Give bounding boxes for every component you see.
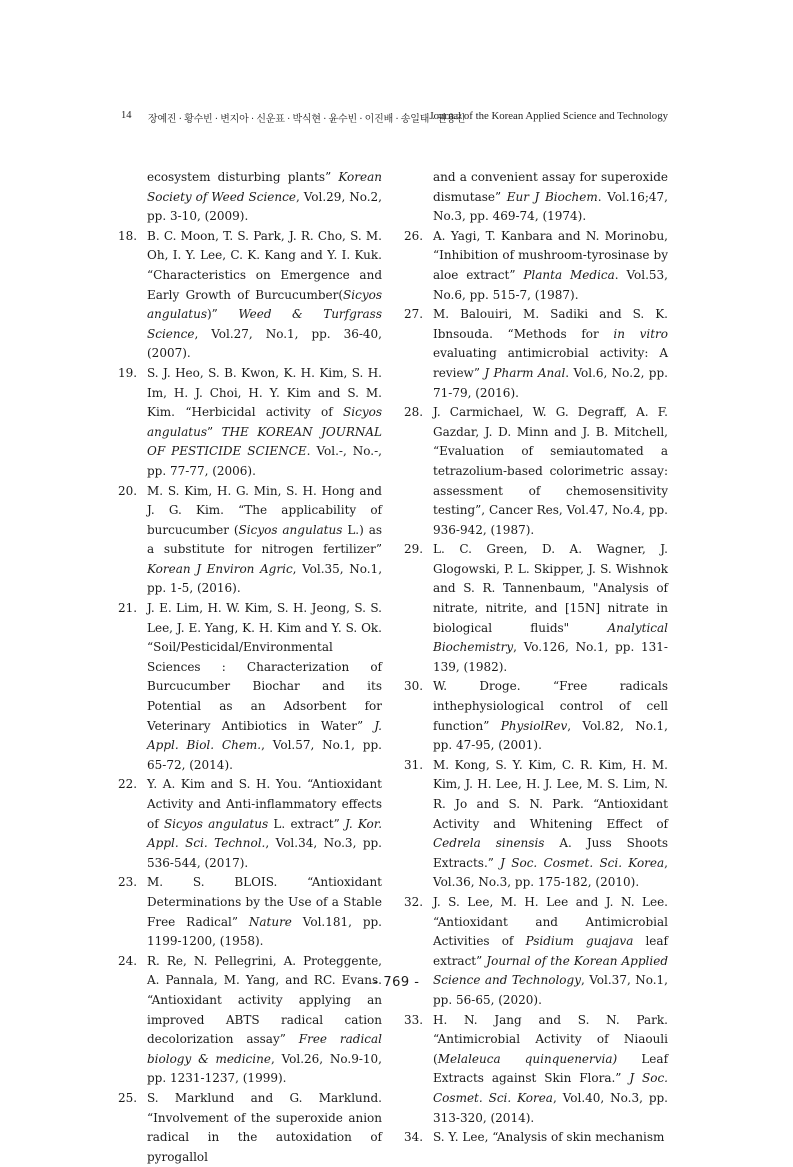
reference-italic-text: J. Appl. Biol. Chem. [147,718,382,753]
reference-text: Leaf Extracts against Skin Flora.” [433,1051,669,1086]
reference-italic-text: Sicyos angulatus [163,816,269,831]
reference-number: 22. [118,777,138,792]
reference-text: B. C. Moon, T. S. Park, J. R. Cho, S. M. Oh, I. Y. Lee, C. K. Kang and Y. I. Kuk. “Characteristics on Emergence and Early Growth of Burcucumber( [147,228,382,302]
reference-italic-text: in vitro [613,326,668,341]
reference-entry [118,873,382,951]
reference-number: 31. [404,757,424,772]
header-journal-title: Journal of the Korean Applied Science and Technology [429,110,668,122]
reference-text: leaf extract” [433,934,668,968]
reference-entry [404,305,668,403]
reference-entry [118,227,382,364]
reference-text: , Vol.36, No.3, pp. 175-182, (2010). [433,855,668,890]
reference-italic-text: Cedrela sinensis [433,836,545,851]
reference-text: S. J. Heo, S. B. Kwon, K. H. Kim, S. H. Im, H. J. Choi, H. Y. Kim and S. M. Kim. “Herbicidal activity of [147,365,382,420]
reference-text: W. Droge. “Free radicals inthephysiological control of cell function” [433,679,668,733]
reference-italic-text: Analytical Biochemistry [433,620,668,655]
reference-number: 20. [118,483,138,498]
reference-text: , Vol.35, No.1, pp. 1-5, (2016). [147,561,383,596]
reference-text: . Vol.53, No.6, pp. 515-7, (1987). [433,267,668,302]
reference-italic-text: J Soc. Cosmet. Sci. Korea [500,855,665,870]
reference-italic-text: Sicyos angulatus [147,405,382,439]
reference-number: 34. [404,1130,424,1145]
header-authors: 장예진 · 황수빈 · 변지아 · 신운표 · 박식현 · 윤수빈 · 이진배 · 송일태 · 권용진 [148,114,466,125]
reference-italic-text: Free radical biology & medicine [147,1032,383,1066]
reference-text: A. Yagi, T. Kanbara and N. Morinobu, “Inhibition of mushroom-tyrosinase by aloe extract” [433,228,668,282]
reference-text: ecosystem disturbing plants” [147,170,339,184]
reference-entry [404,756,668,893]
reference-text: H. N. Jang and S. N. Park. “Antimicrobial Activity of Niaouli ( [433,1012,668,1066]
header-page-number: 14 [121,110,132,121]
reference-text: and a convenient assay for superoxide dismutase” [433,170,668,204]
reference-italic-text: Sicyos angulatus [238,522,343,537]
reference-text: Vol.181, pp. 1199-1200, (1958). [147,914,382,949]
reference-entry [118,1089,382,1167]
reference-entry [433,168,668,227]
reference-italic-text: Sicyos angulatus [147,287,382,322]
reference-entry [404,1128,668,1148]
reference-text: J. E. Lim, H. W. Kim, S. H. Jeong, S. S. Lee, J. E. Yang, K. H. Kim and Y. S. Ok. “Soil/Pesticidal/Environmental Sciences : Characterization of Burcucumber Biochar and its Potential as an Adsorbent for Veterinary Antibiotics in Water” [147,601,382,733]
reference-italic-text: Korean J Environ Agric [147,561,293,576]
reference-italic-text: PhysiolRev [500,718,568,733]
reference-text: , Vol.34, No.3, pp. 536-544, (2017). [147,836,382,870]
reference-number: 30. [404,679,424,694]
reference-entry [404,677,668,755]
reference-text: L. extract” [268,816,345,831]
reference-number: 27. [404,307,424,322]
reference-text: S. Marklund and G. Marklund. “Involvement of the superoxide anion radical in the autoxidation of pyrogallol [147,1090,382,1164]
reference-italic-text: J Pharm Anal [484,365,566,380]
reference-text: , Vol.82, No.1, pp. 47-95, (2001). [433,718,668,753]
reference-entry [404,1011,669,1129]
reference-italic-text: Nature [248,914,292,929]
page-footer-number: - 769 - [373,975,420,990]
reference-text: , Vol.40, No.3, pp. 313-320, (2014). [433,1090,668,1125]
reference-entry [404,893,669,1011]
reference-italic-text: Korean Society of Weed Science [147,170,382,204]
reference-italic-text: Melaleuca quinquenervia) [437,1051,618,1066]
reference-number: 19. [118,365,138,380]
reference-text: ” [207,424,222,439]
reference-text: S. Y. Lee, “Analysis of skin mechanism [433,1130,665,1145]
reference-entry [147,168,382,227]
reference-entry [404,227,668,305]
reference-text: , Vol.37, No.1, pp. 56-65, (2020). [433,973,668,1007]
reference-number: 21. [118,601,138,616]
reference-text: , Vol.57, No.1, pp. 65-72, (2014). [147,738,382,772]
reference-number: 18. [118,228,138,243]
reference-italic-text: Psidium guajava [525,934,634,949]
reference-text: J. Carmichael, W. G. Degraff, A. F. Gazdar, J. D. Minn and J. B. Mitchell, “Evaluation of semiautomated a tetrazolium-based colorimetric assay: assessment of chemosensitivity testing”, Cancer Res, Vol.47, No.4, pp. 936-942, (1987). [433,405,668,537]
reference-entry [404,403,668,540]
reference-text: . Vol.16;47, No.3, pp. 469-74, (1974). [433,189,668,224]
references-right-column [404,168,669,1148]
reference-number: 33. [404,1012,424,1027]
reference-number: 23. [118,875,138,890]
reference-number: 32. [404,894,424,909]
reference-entry [118,482,383,600]
reference-text: . Vol.-, No.-, pp. 77-77, (2006). [147,444,382,478]
reference-number: 25. [118,1090,138,1105]
reference-italic-text: Weed & Turfgrass Science [147,307,382,341]
reference-text: )” [207,307,239,322]
reference-italic-text: Journal of the Korean Applied Science and Technology [433,953,669,988]
reference-entry [118,599,382,775]
reference-entry [118,952,383,1089]
reference-text: , Vol.26, No.9-10, pp. 1231-1237, (1999). [147,1051,382,1086]
reference-text: L. C. Green, D. A. Wagner, J. Glogowski, P. L. Skipper, J. S. Wishnok and S. R. Tannenbaum, "Analysis of nitrate, nitrite, and [15N] nitrate in biological fluids" [433,542,668,635]
reference-text: M. Balouiri, M. Sadiki and S. K. Ibnsouda. “Methods for [433,307,668,341]
reference-entry [404,540,668,677]
reference-italic-text: THE KOREAN JOURNAL OF PESTICIDE SCIENCE [147,424,383,459]
reference-text: L.) as a substitute for nitrogen fertilizer” [147,522,383,557]
reference-number: 29. [404,542,424,557]
reference-text: M. Kong, S. Y. Kim, C. R. Kim, H. M. Kim, J. H. Lee, H. J. Lee, M. S. Lim, N. R. Jo and S. N. Park. “Antioxidant Activity and Whitening Effect of [433,757,668,831]
reference-number: 26. [404,228,424,243]
reference-text: evaluating antimicrobial activity: A review” [433,346,668,380]
running-header [121,110,668,128]
reference-text: Y. A. Kim and S. H. You. “Antioxidant Activity and Anti-inflammatory effects of [147,777,382,831]
reference-text: J. S. Lee, M. H. Lee and J. N. Lee. “Antioxidant and Antimicrobial Activities of [433,894,668,949]
reference-italic-text: J Soc. Cosmet. Sci. Korea [433,1071,668,1105]
reference-text: , Vo.126, No.1, pp. 131-139, (1982). [433,640,668,674]
reference-entry [118,364,383,482]
reference-entry [118,775,383,873]
reference-text: , Vol.27, No.1, pp. 36-40, (2007). [147,326,382,361]
reference-text: M. S. BLOIS. “Antioxidant Determinations by the Use of a Stable Free Radical” [147,875,382,929]
reference-number: 28. [404,405,424,420]
reference-italic-text: Planta Medica [523,267,615,282]
reference-text: A. Juss Shoots Extracts.” [433,836,668,870]
reference-text: R. Re, N. Pellegrini, A. Proteggente, A. Pannala, M. Yang, and RC. Evans. “Antioxidant activity applying an improved ABTS radical cation decolorization assay” [147,953,382,1047]
reference-italic-text: J. Kor. Appl. Sci. Technol. [147,816,383,851]
reference-text: , Vol.29, No.2, pp. 3-10, (2009). [147,189,382,224]
reference-text: M. S. Kim, H. G. Min, S. H. Hong and J. G. Kim. “The applicability of burcucumber ( [147,483,382,537]
references-left-column [118,168,383,1167]
reference-number: 24. [118,953,138,968]
reference-italic-text: Eur J Biochem [506,189,598,204]
reference-text: . Vol.6, No.2, pp. 71-79, (2016). [433,365,668,400]
